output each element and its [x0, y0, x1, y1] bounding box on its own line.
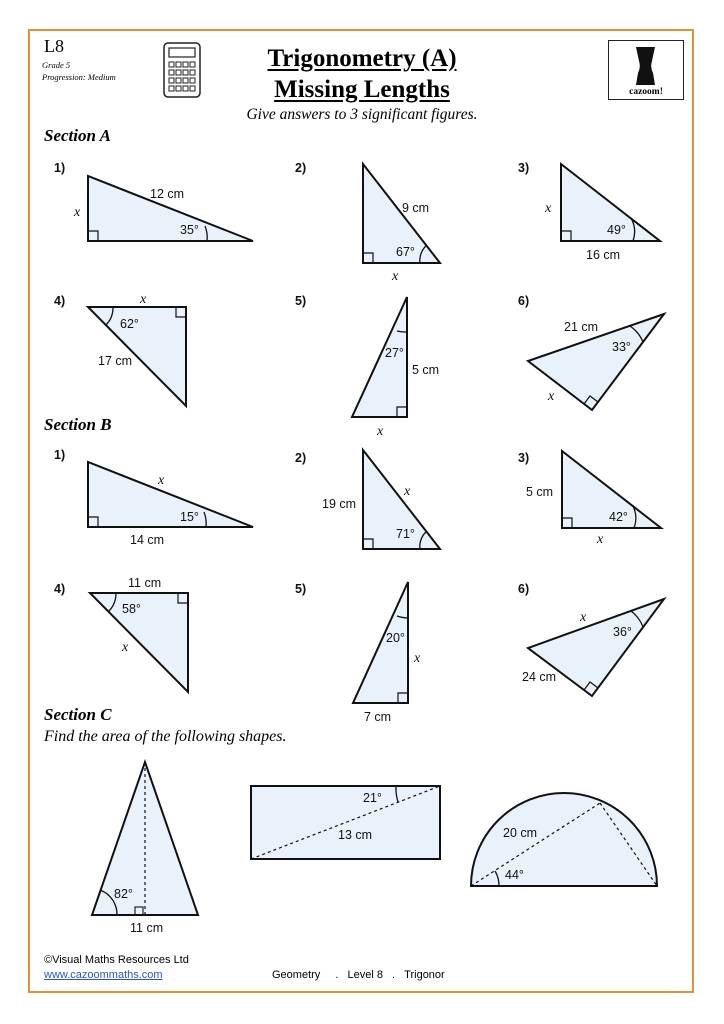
question-number: 1) — [54, 161, 66, 175]
angle-label: 15° — [180, 510, 199, 524]
adjacent-label: 16 cm — [586, 248, 621, 262]
section-a-q6-diagram — [518, 294, 664, 410]
base-label: 11 cm — [130, 921, 164, 935]
angle-label: 36° — [613, 625, 632, 639]
section-b-q6-diagram — [518, 582, 664, 696]
question-number: 4) — [54, 294, 66, 308]
side-label: 5 cm — [526, 485, 554, 499]
section-c-instruction: Find the area of the following shapes. — [44, 728, 287, 745]
angle-label: 82° — [114, 887, 133, 901]
angle-label: 49° — [607, 223, 626, 237]
footer-topic: Geometry — [272, 969, 321, 981]
angle-label: 71° — [396, 527, 415, 541]
unknown-label: x — [122, 640, 129, 655]
triangle — [88, 176, 253, 241]
section-b-heading: Section B — [44, 415, 112, 434]
question-number: 5) — [295, 582, 307, 596]
grade-label: Grade 5 — [42, 60, 71, 70]
angle-label: 67° — [396, 245, 415, 259]
page-title-line1: Trigonometry (A) — [267, 45, 457, 72]
footer-level: Level 8 — [347, 969, 383, 981]
footer-separator: . — [392, 969, 396, 981]
unknown-label: x — [404, 484, 411, 499]
section-a-q1-diagram — [54, 161, 253, 241]
diagonal-label: 13 cm — [338, 828, 373, 842]
angle-label: 44° — [505, 868, 524, 882]
section-b-q1-diagram — [54, 448, 253, 547]
hypotenuse-label: 17 cm — [98, 354, 133, 368]
unknown-label: x — [377, 424, 384, 439]
angle-label: 58° — [122, 602, 141, 616]
angle-label: 27° — [385, 346, 404, 360]
section-b-q4-diagram — [54, 576, 188, 692]
angle-label: 33° — [612, 340, 631, 354]
section-c-shape3-diagram — [471, 793, 657, 886]
hypotenuse-label: 12 cm — [150, 187, 185, 201]
angle-label: 20° — [386, 631, 405, 645]
unknown-label: x — [392, 269, 399, 284]
footer-topic-line — [272, 969, 445, 981]
side-label: 7 cm — [364, 710, 392, 724]
question-number: 4) — [54, 582, 66, 596]
footer-topic2: Trigonor — [404, 969, 445, 981]
unknown-label: x — [74, 205, 81, 220]
section-b-q5-diagram — [295, 582, 421, 724]
section-a-q3-diagram — [518, 161, 660, 262]
progression-label: Progression: Medium — [42, 72, 116, 82]
unknown-label: x — [580, 610, 587, 625]
angle-label: 62° — [120, 317, 139, 331]
section-c-shape2-diagram — [251, 786, 440, 859]
page-subtitle: Give answers to 3 significant figures. — [246, 106, 478, 123]
angle-label: 42° — [609, 510, 628, 524]
page-title-line2: Missing Lengths — [274, 76, 450, 103]
section-b-q3-diagram — [518, 451, 661, 547]
question-number: 6) — [518, 294, 530, 308]
unknown-label: x — [597, 532, 604, 547]
section-c-shape1-diagram — [92, 762, 198, 935]
question-number: 3) — [518, 161, 530, 175]
question-number: 2) — [295, 451, 307, 465]
level-code: L8 — [44, 36, 64, 56]
unknown-label: x — [414, 651, 421, 666]
chord-label: 20 cm — [503, 826, 538, 840]
section-a-q2-diagram — [295, 161, 440, 284]
footer-separator: . — [335, 969, 339, 981]
unknown-label: x — [140, 292, 147, 307]
hypotenuse-label: 21 cm — [564, 320, 599, 334]
logo-text: cazoom! — [629, 87, 663, 97]
side-label: 19 cm — [322, 497, 357, 511]
question-number: 2) — [295, 161, 307, 175]
side-label: 24 cm — [522, 670, 557, 684]
unknown-label: x — [545, 201, 552, 216]
section-a-q5-diagram — [295, 294, 439, 439]
question-number: 5) — [295, 294, 307, 308]
hypotenuse-label: 9 cm — [402, 201, 430, 215]
angle-label: 35° — [180, 223, 199, 237]
side-label: 14 cm — [130, 533, 165, 547]
triangle — [92, 762, 198, 915]
side-label: 11 cm — [128, 576, 162, 590]
semicircle — [471, 793, 657, 886]
unknown-label: x — [548, 389, 555, 404]
section-a-heading: Section A — [44, 126, 111, 145]
angle-label: 21° — [363, 791, 382, 805]
footer-link[interactable]: www.cazoommaths.com — [44, 969, 163, 981]
footer-copyright: ©Visual Maths Resources Ltd — [44, 954, 189, 966]
question-number: 6) — [518, 582, 530, 596]
triangle — [88, 462, 253, 527]
section-a-q4-diagram — [54, 292, 186, 406]
side-label: 5 cm — [412, 363, 440, 377]
question-number: 3) — [518, 451, 530, 465]
question-number: 1) — [54, 448, 66, 462]
section-b-q2-diagram — [295, 450, 440, 549]
unknown-label: x — [158, 473, 165, 488]
section-c-heading: Section C — [44, 705, 112, 724]
